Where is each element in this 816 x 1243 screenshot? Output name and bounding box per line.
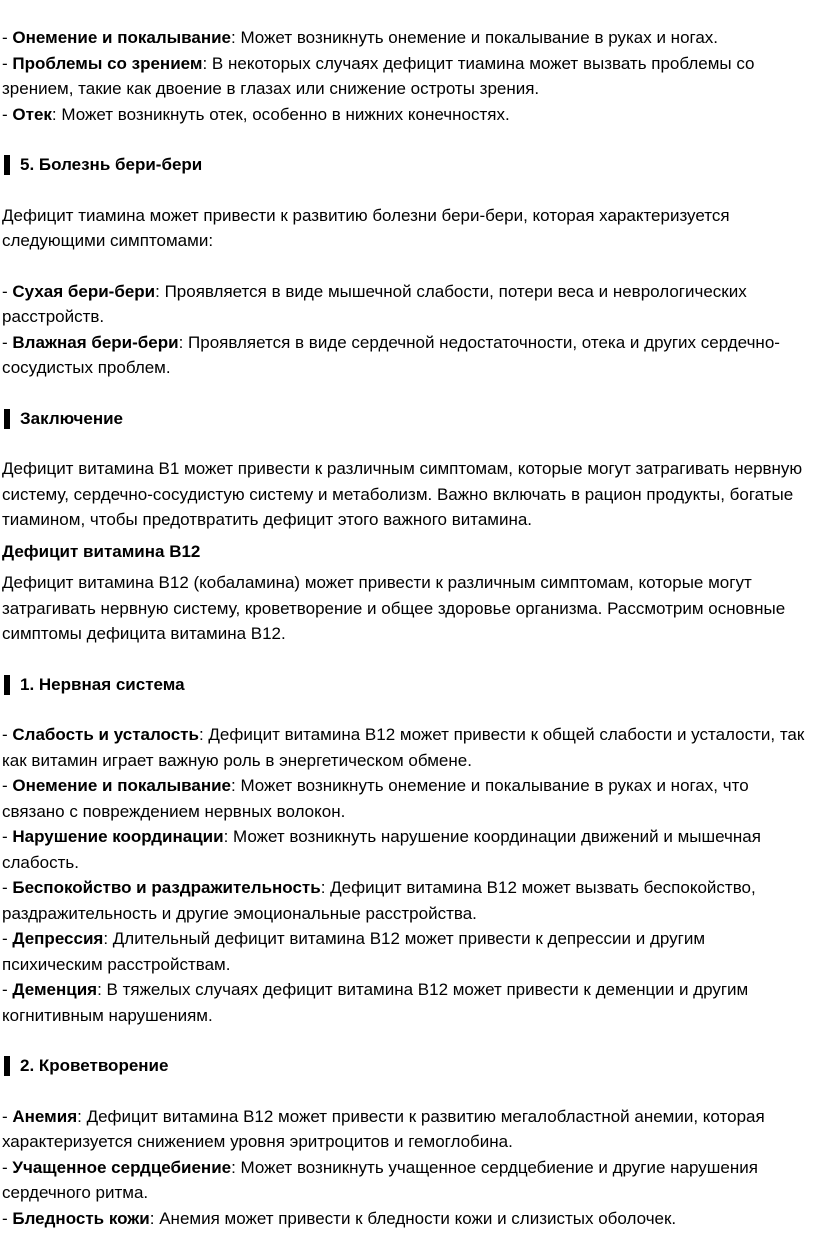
item-text: : Дефицит витамина В12 может привести к общей слабости и усталости, так как витамин играет важную роль в энергетическом обмене. [2,725,805,770]
section-heading-beriberi: 5. Болезнь бери-бери [2,152,816,178]
list-item: - Деменция: В тяжелых случаях дефицит витамина В12 может привести к деменции и другим когнитивным нарушениям. [2,980,749,1025]
item-text: : Длительный дефицит витамина В12 может привести к депрессии и другим психическим расстройствам. [2,929,706,974]
list-item: - Анемия: Дефицит витамина В12 может привести к развитию мегалобластной анемии, которая характеризуется снижением уровня эритроцитов и гемоглобина. [2,1106,765,1151]
item-term: Деменция [12,980,98,999]
list-item: - Слабость и усталость: Дефицит витамина В12 может привести к общей слабости и усталости, так как витамин играет важную роль в энергетическом обмене. [2,725,805,770]
item-term: Учащенное сердцебиение [12,1157,232,1177]
item-text: : Проявляется в виде мышечной слабости, потери веса и неврологических расстройств. [2,281,747,326]
item-text: : Может возникнуть нарушение координации движений и мышечная слабость. [2,827,761,872]
item-text: : Дефицит витамина В12 может вызвать беспокойство, раздражительность и другие эмоциональные расстройства. [2,878,756,923]
section-heading-blood: 2. Кроветворение [2,1053,816,1079]
item-term: Депрессия [12,929,104,948]
heading-bar-icon [4,409,10,429]
list-item: - Влажная бери-бери: Проявляется в виде сердечной недостаточности, отека и других сердечно-сосудистых проблем. [2,332,780,377]
item-text: : В тяжелых случаях дефицит витамина В12 может привести к деменции и другим когнитивным нарушениям. [2,980,749,1025]
item-text: : Проявляется в виде сердечной недостаточности, отека и других сердечно-сосудистых проблем. [2,332,780,377]
list-item: - Бледность кожи: Анемия может привести к бледности кожи и слизистых оболочек. [2,1208,677,1228]
item-term: Бледность кожи [12,1208,150,1228]
section-heading-conclusion: Заключение [2,406,816,432]
item-term: Отек [12,104,52,124]
list-item: - Беспокойство и раздражительность: Дефицит витамина В12 может вызвать беспокойство, раздражительность и другие эмоциональные расстройства. [2,878,756,923]
item-term: Онемение и покалывание [12,776,231,795]
list-item: - Проблемы со зрением: В некоторых случаях дефицит тиамина может вызвать проблемы со зрением, такие как двоение в глазах или снижение остроты зрения. [2,53,755,98]
item-term: Беспокойство и раздражительность [12,878,321,897]
heading-bar-icon [4,1056,10,1076]
list-item: - Онемение и покалывание: Может возникнуть онемение и покалывание в руках и ногах, что связано с повреждением нервных волокон. [2,776,749,821]
item-text: : Может возникнуть отек, особенно в нижних конечностях. [51,104,510,124]
item-text: : Может возникнуть учащенное сердцебиение и другие нарушения сердечного ритма. [2,1157,758,1202]
list-item: - Учащенное сердцебиение: Может возникнуть учащенное сердцебиение и другие нарушения сердечного ритма. [2,1157,758,1202]
item-text: : Анемия может привести к бледности кожи и слизистых оболочек. [149,1208,677,1228]
paragraph-conclusion: Дефицит витамина В1 может привести к различным симптомам, которые могут затрагивать нервную систему, сердечно-сосудистую систему и метаболизм. Важно включать в рацион продукты, богатые тиамином, чтобы предотвратить дефицит этого важного витамина. [2,459,803,529]
page-title-b12: Дефицит витамина В12 [2,541,201,561]
heading-bar-icon [4,155,10,175]
list-item: - Отек: Может возникнуть отек, особенно в нижних конечностях. [2,104,510,124]
list-item: - Нарушение координации: Может возникнуть нарушение координации движений и мышечная слабость. [2,827,761,872]
list-item: - Онемение и покалывание: Может возникнуть онемение и покалывание в руках и ногах. [2,28,719,47]
item-term: Проблемы со зрением [12,53,203,73]
item-text: : Может возникнуть онемение и покалывание в руках и ногах, что связано с повреждением нервных волокон. [2,776,749,821]
heading-bar-icon [4,675,10,695]
item-term: Влажная бери-бери [12,332,179,352]
item-term: Слабость и усталость [12,725,199,744]
item-term: Онемение и покалывание [12,28,231,47]
item-term: Сухая бери-бери [12,281,156,301]
item-text: : В некоторых случаях дефицит тиамина может вызвать проблемы со зрением, такие как двоение в глазах или снижение остроты зрения. [2,53,755,98]
section-heading-nervous: 1. Нервная система [2,672,816,698]
list-item: - Депрессия: Длительный дефицит витамина В12 может привести к депрессии и другим психическим расстройствам. [2,929,706,974]
item-term: Нарушение координации [12,827,224,846]
item-term: Анемия [12,1106,78,1126]
list-item: - Сухая бери-бери: Проявляется в виде мышечной слабости, потери веса и неврологических расстройств. [2,281,747,326]
paragraph-beriberi-intro: Дефицит тиамина может привести к развитию болезни бери-бери, которая характеризуется следующими симптомами: [2,205,730,250]
paragraph-b12-intro: Дефицит витамина В12 (кобаламина) может привести к различным симптомам, которые могут затрагивать нервную систему, кроветворение и общее здоровье организма. Рассмотрим основные симптомы дефицита витамина В12. [2,573,786,643]
item-text: : Дефицит витамина В12 может привести к развитию мегалобластной анемии, которая характеризуется снижением уровня эритроцитов и гемоглобина. [2,1106,765,1151]
item-text: : Может возникнуть онемение и покалывание в руках и ногах. [231,28,719,47]
